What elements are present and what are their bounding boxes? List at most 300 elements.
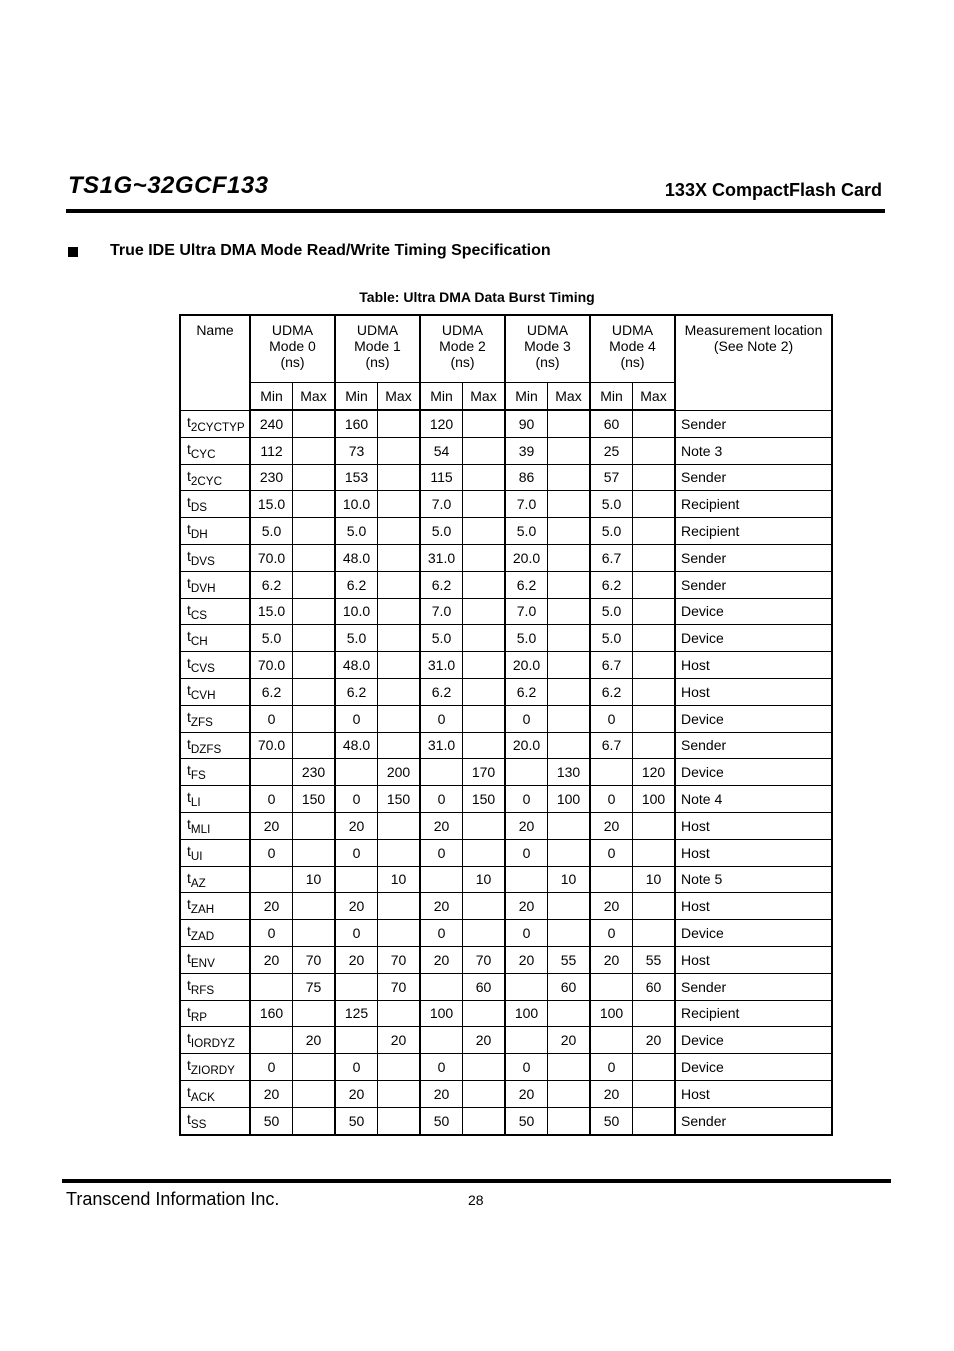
max-value <box>293 839 336 866</box>
max-value: 120 <box>633 759 676 786</box>
parameter-symbol: t <box>187 1083 191 1100</box>
max-value: 170 <box>463 759 506 786</box>
measurement-location: Device <box>675 1027 832 1054</box>
min-value: 6.2 <box>335 678 378 705</box>
max-value <box>463 705 506 732</box>
min-value <box>335 1027 378 1054</box>
min-value: 0 <box>420 839 463 866</box>
parameter-subscript: IORDYZ <box>190 1037 235 1051</box>
mode-4-header <box>590 315 675 383</box>
min-value: 7.0 <box>505 598 548 625</box>
parameter-symbol: t <box>187 923 191 940</box>
min-value: 6.2 <box>250 571 293 598</box>
mode-3-header <box>505 315 590 383</box>
max-value: 70 <box>378 973 421 1000</box>
min-value: 100 <box>505 1000 548 1027</box>
max-value <box>378 571 421 598</box>
mode-label: Mode 0 <box>269 338 316 354</box>
min-value: 5.0 <box>505 625 548 652</box>
min-value: 90 <box>505 410 548 437</box>
parameter-subscript: ZFS <box>190 715 213 729</box>
min-value: 25 <box>590 437 633 464</box>
mode-unit: (ns) <box>535 354 560 370</box>
measurement-location: Host <box>675 652 832 679</box>
max-value <box>548 410 591 437</box>
min-value: 0 <box>250 920 293 947</box>
parameter-symbol: t <box>187 1110 191 1127</box>
measurement-location: Recipient <box>675 518 832 545</box>
min-value: 7.0 <box>505 491 548 518</box>
min-value: 20 <box>335 946 378 973</box>
min-value: 0 <box>335 705 378 732</box>
max-value <box>463 518 506 545</box>
max-value <box>378 518 421 545</box>
min-value: 20 <box>420 946 463 973</box>
table-row <box>180 1000 832 1027</box>
mode-label: UDMA <box>526 322 569 338</box>
parameter-subscript: ACK <box>190 1090 215 1104</box>
table-row <box>180 759 832 786</box>
max-value <box>633 705 676 732</box>
min-value: 48.0 <box>335 544 378 571</box>
parameter-symbol: t <box>187 789 191 806</box>
min-value: 57 <box>590 464 633 491</box>
parameter-name <box>180 544 250 571</box>
max-value <box>548 491 591 518</box>
min-value <box>250 973 293 1000</box>
measurement-location: Host <box>675 1080 832 1107</box>
max-value <box>293 491 336 518</box>
parameter-symbol: t <box>187 547 191 564</box>
parameter-subscript: RFS <box>190 983 215 997</box>
min-value: 5.0 <box>590 598 633 625</box>
min-value <box>590 759 633 786</box>
min-value: 0 <box>250 786 293 813</box>
max-value <box>293 1054 336 1081</box>
min-value: 31.0 <box>420 652 463 679</box>
max-value <box>293 1080 336 1107</box>
min-value: 10.0 <box>335 598 378 625</box>
max-value <box>293 464 336 491</box>
table-row <box>180 920 832 947</box>
min-value: 86 <box>505 464 548 491</box>
min-value: 240 <box>250 410 293 437</box>
measurement-location: Note 4 <box>675 786 832 813</box>
max-value <box>463 920 506 947</box>
min-value <box>420 1027 463 1054</box>
max-value <box>463 652 506 679</box>
measurement-location: Sender <box>675 973 832 1000</box>
parameter-name <box>180 1000 250 1027</box>
min-header: Min <box>505 383 548 411</box>
max-value <box>548 732 591 759</box>
min-value: 153 <box>335 464 378 491</box>
parameter-subscript: 2CYC <box>190 474 222 488</box>
mode-unit: (ns) <box>620 354 645 370</box>
max-value: 75 <box>293 973 336 1000</box>
min-value: 20.0 <box>505 732 548 759</box>
parameter-symbol: t <box>187 628 191 645</box>
max-value <box>378 544 421 571</box>
parameter-symbol: t <box>187 869 191 886</box>
measurement-location: Host <box>675 893 832 920</box>
parameter-name <box>180 705 250 732</box>
min-value: 20 <box>250 893 293 920</box>
parameter-symbol: t <box>187 494 191 511</box>
min-value: 6.2 <box>250 678 293 705</box>
parameter-subscript: SS <box>190 1117 207 1131</box>
location-header-line: (See Note 2) <box>713 338 794 354</box>
max-value <box>378 1107 421 1134</box>
mode-label: UDMA <box>611 322 654 338</box>
parameter-subscript: DVH <box>190 581 216 595</box>
table-row <box>180 598 832 625</box>
parameter-name <box>180 786 250 813</box>
min-value: 0 <box>590 786 633 813</box>
max-value <box>293 812 336 839</box>
min-value: 5.0 <box>590 518 633 545</box>
min-value: 10.0 <box>335 491 378 518</box>
max-value <box>293 410 336 437</box>
max-value <box>548 1107 591 1134</box>
max-value: 20 <box>633 1027 676 1054</box>
min-value: 31.0 <box>420 732 463 759</box>
parameter-symbol: t <box>187 1030 191 1047</box>
min-value: 54 <box>420 437 463 464</box>
max-value <box>293 705 336 732</box>
max-header: Max <box>378 383 421 411</box>
table-row <box>180 518 832 545</box>
parameter-name <box>180 571 250 598</box>
measurement-location: Sender <box>675 732 832 759</box>
min-value: 6.2 <box>505 678 548 705</box>
parameter-subscript: CYC <box>190 447 216 461</box>
min-header: Min <box>420 383 463 411</box>
table-row <box>180 437 832 464</box>
min-value: 0 <box>505 839 548 866</box>
max-value <box>378 839 421 866</box>
min-value <box>420 973 463 1000</box>
min-value: 160 <box>335 410 378 437</box>
mode-2-header <box>420 315 505 383</box>
parameter-subscript: 2CYCTYP <box>190 420 245 434</box>
min-value: 0 <box>335 786 378 813</box>
parameter-name <box>180 598 250 625</box>
parameter-name <box>180 920 250 947</box>
max-value <box>293 518 336 545</box>
max-value <box>548 893 591 920</box>
max-value <box>548 598 591 625</box>
max-value <box>633 920 676 947</box>
max-header: Max <box>633 383 676 411</box>
mode-unit: (ns) <box>450 354 475 370</box>
table-row <box>180 464 832 491</box>
page-number: 28 <box>468 1192 484 1208</box>
parameter-subscript: UI <box>190 849 203 863</box>
max-value <box>633 652 676 679</box>
max-value <box>378 464 421 491</box>
max-value <box>548 437 591 464</box>
min-value <box>250 866 293 893</box>
min-value: 0 <box>590 920 633 947</box>
min-value: 50 <box>250 1107 293 1134</box>
min-value <box>505 759 548 786</box>
max-value <box>293 571 336 598</box>
measurement-location: Host <box>675 812 832 839</box>
mode-label: Mode 3 <box>524 338 571 354</box>
max-value <box>633 571 676 598</box>
min-value: 20 <box>505 812 548 839</box>
footer-company: Transcend Information Inc. <box>66 1189 280 1209</box>
max-value <box>548 464 591 491</box>
min-value: 20 <box>420 1080 463 1107</box>
parameter-name <box>180 491 250 518</box>
min-value: 60 <box>590 410 633 437</box>
max-value: 150 <box>463 786 506 813</box>
max-value: 130 <box>548 759 591 786</box>
measurement-location: Host <box>675 946 832 973</box>
max-value <box>463 1054 506 1081</box>
table-row <box>180 866 832 893</box>
min-value: 20 <box>250 1080 293 1107</box>
max-value: 55 <box>633 946 676 973</box>
parameter-symbol: t <box>187 762 191 779</box>
table-row <box>180 1027 832 1054</box>
parameter-symbol: t <box>187 1003 191 1020</box>
max-value <box>378 705 421 732</box>
min-value <box>505 866 548 893</box>
min-value: 50 <box>335 1107 378 1134</box>
max-value: 100 <box>633 786 676 813</box>
max-value: 60 <box>633 973 676 1000</box>
max-value <box>378 732 421 759</box>
parameter-symbol: t <box>187 521 191 538</box>
table-row <box>180 410 832 437</box>
table-row <box>180 625 832 652</box>
parameter-subscript: ZIORDY <box>190 1063 235 1077</box>
max-value: 230 <box>293 759 336 786</box>
table-header-row <box>180 315 832 383</box>
max-value: 10 <box>463 866 506 893</box>
max-value <box>633 437 676 464</box>
max-value <box>548 1080 591 1107</box>
min-value <box>590 866 633 893</box>
min-value: 50 <box>505 1107 548 1134</box>
parameter-symbol: t <box>187 1057 191 1074</box>
mode-label: UDMA <box>271 322 314 338</box>
measurement-location: Sender <box>675 1107 832 1134</box>
min-value: 15.0 <box>250 491 293 518</box>
min-value: 20.0 <box>505 652 548 679</box>
min-value: 5.0 <box>335 625 378 652</box>
min-header: Min <box>250 383 293 411</box>
max-value <box>463 410 506 437</box>
max-value <box>633 839 676 866</box>
min-value: 20 <box>335 893 378 920</box>
parameter-name <box>180 678 250 705</box>
min-value: 20 <box>590 812 633 839</box>
max-value <box>633 518 676 545</box>
max-value <box>378 678 421 705</box>
max-value <box>293 544 336 571</box>
max-value <box>293 652 336 679</box>
parameter-name <box>180 1107 250 1134</box>
mode-unit: (ns) <box>280 354 305 370</box>
max-value: 20 <box>463 1027 506 1054</box>
min-value: 0 <box>250 839 293 866</box>
min-header: Min <box>335 383 378 411</box>
table-row <box>180 571 832 598</box>
min-value: 6.2 <box>505 571 548 598</box>
min-value: 5.0 <box>420 518 463 545</box>
max-value <box>633 544 676 571</box>
parameter-symbol: t <box>187 708 191 725</box>
parameter-subscript: CVH <box>190 688 216 702</box>
max-value: 100 <box>548 786 591 813</box>
min-value <box>335 759 378 786</box>
max-value <box>293 1107 336 1134</box>
max-value <box>378 625 421 652</box>
square-bullet-icon <box>68 247 78 257</box>
max-value <box>378 437 421 464</box>
measurement-location: Device <box>675 625 832 652</box>
min-value: 0 <box>335 920 378 947</box>
parameter-symbol: t <box>187 896 191 913</box>
min-value <box>335 973 378 1000</box>
min-value: 0 <box>335 839 378 866</box>
max-value <box>633 625 676 652</box>
parameter-subscript: AZ <box>190 876 206 890</box>
max-value <box>463 839 506 866</box>
min-value: 6.2 <box>420 678 463 705</box>
min-value <box>335 866 378 893</box>
min-header: Min <box>590 383 633 411</box>
min-value: 15.0 <box>250 598 293 625</box>
footer-rule <box>62 1179 891 1183</box>
min-value <box>250 759 293 786</box>
max-value <box>548 1000 591 1027</box>
max-value: 70 <box>378 946 421 973</box>
min-value: 6.7 <box>590 732 633 759</box>
max-value <box>548 812 591 839</box>
max-value <box>378 893 421 920</box>
parameter-name <box>180 437 250 464</box>
parameter-symbol: t <box>187 842 191 859</box>
min-value: 5.0 <box>420 625 463 652</box>
parameter-symbol: t <box>187 467 191 484</box>
max-value <box>548 678 591 705</box>
max-value <box>463 1107 506 1134</box>
parameter-name <box>180 759 250 786</box>
parameter-name <box>180 625 250 652</box>
parameter-name <box>180 1054 250 1081</box>
min-value: 20 <box>590 946 633 973</box>
parameter-name <box>180 1027 250 1054</box>
min-value: 20 <box>505 893 548 920</box>
parameter-subscript: LI <box>190 795 201 809</box>
max-value <box>463 1000 506 1027</box>
max-value: 55 <box>548 946 591 973</box>
max-value <box>633 1000 676 1027</box>
parameter-subscript: MLI <box>190 822 211 836</box>
min-value: 0 <box>420 705 463 732</box>
max-value <box>548 518 591 545</box>
measurement-location: Host <box>675 839 832 866</box>
max-value <box>463 812 506 839</box>
max-header: Max <box>548 383 591 411</box>
udma-timing-table <box>179 314 833 1136</box>
max-value: 70 <box>463 946 506 973</box>
max-value <box>463 544 506 571</box>
measurement-location: Device <box>675 1054 832 1081</box>
max-value <box>293 1000 336 1027</box>
max-value <box>378 1080 421 1107</box>
min-value: 20 <box>420 893 463 920</box>
max-value: 150 <box>293 786 336 813</box>
max-value <box>463 678 506 705</box>
measurement-location: Device <box>675 598 832 625</box>
parameter-symbol: t <box>187 440 191 457</box>
min-value: 100 <box>420 1000 463 1027</box>
parameter-symbol: t <box>187 681 191 698</box>
table-row <box>180 544 832 571</box>
max-value <box>633 410 676 437</box>
max-value <box>293 678 336 705</box>
mode-label: Mode 1 <box>354 338 401 354</box>
measurement-location: Sender <box>675 544 832 571</box>
parameter-symbol: t <box>187 976 191 993</box>
max-value: 200 <box>378 759 421 786</box>
parameter-name <box>180 652 250 679</box>
mode-unit: (ns) <box>365 354 390 370</box>
min-value: 0 <box>250 1054 293 1081</box>
max-value <box>293 437 336 464</box>
document-subtitle: 133X CompactFlash Card <box>664 180 882 200</box>
min-value <box>420 866 463 893</box>
max-value <box>633 732 676 759</box>
measurement-location: Device <box>675 705 832 732</box>
max-value <box>378 652 421 679</box>
max-value: 20 <box>293 1027 336 1054</box>
max-value: 10 <box>548 866 591 893</box>
min-value <box>420 759 463 786</box>
max-value <box>548 544 591 571</box>
max-value <box>633 1080 676 1107</box>
max-value: 20 <box>378 1027 421 1054</box>
max-value <box>548 839 591 866</box>
min-value: 230 <box>250 464 293 491</box>
parameter-name <box>180 464 250 491</box>
mode-label: UDMA <box>441 322 484 338</box>
min-value: 48.0 <box>335 652 378 679</box>
min-value: 20 <box>590 893 633 920</box>
min-value: 5.0 <box>590 491 633 518</box>
parameter-name <box>180 812 250 839</box>
max-value <box>633 812 676 839</box>
max-value <box>293 598 336 625</box>
max-value <box>378 1000 421 1027</box>
min-value: 20 <box>335 1080 378 1107</box>
max-value <box>633 1054 676 1081</box>
max-value <box>463 437 506 464</box>
parameter-subscript: CVS <box>190 661 215 675</box>
table-row <box>180 1107 832 1134</box>
min-value: 0 <box>590 705 633 732</box>
document-title: TS1G~32GCF133 <box>68 172 269 199</box>
measurement-location: Recipient <box>675 491 832 518</box>
table-row <box>180 732 832 759</box>
section-title: True IDE Ultra DMA Mode Read/Write Timing Specification <box>110 242 551 259</box>
